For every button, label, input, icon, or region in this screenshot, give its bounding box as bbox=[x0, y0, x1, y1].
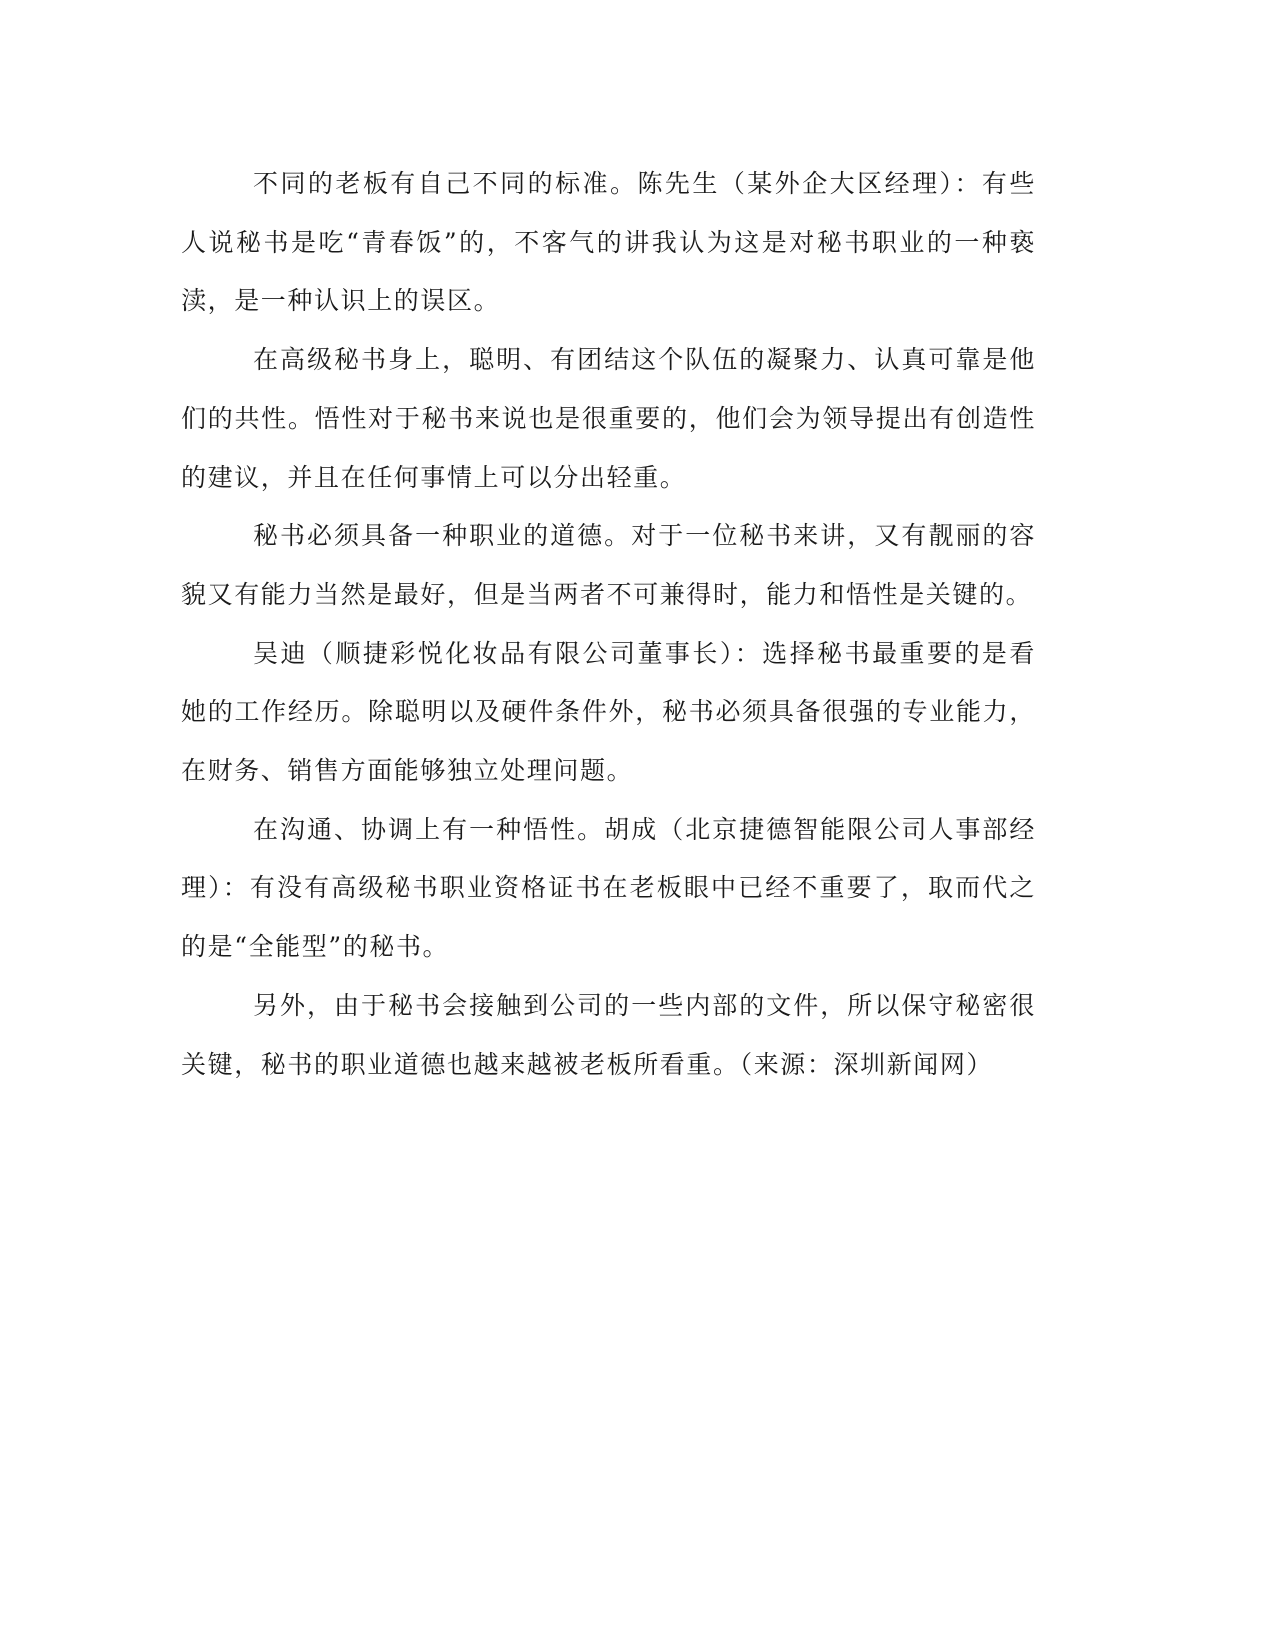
document-body bbox=[181, 155, 1036, 1094]
paragraph-professional-ethics: 秘书必须具备一种职业的道德。对于一位秘书来讲，又有靓丽的容貌又有能力当然是最好，但是当两者不可兼得时，能力和悟性是关键的。 bbox=[181, 521, 1036, 609]
paragraph-senior-secretary-traits: 在高级秘书身上，聪明、有团结这个队伍的凝聚力、认真可靠是他们的共性。悟性对于秘书来说也是很重要的，他们会为领导提出有创造性的建议，并且在任何事情上可以分出轻重。 bbox=[181, 345, 1036, 492]
paragraph-confidentiality: 另外，由于秘书会接触到公司的一些内部的文件，所以保守秘密很关键，秘书的职业道德也越来越被老板所看重。（来源：深圳新闻网） bbox=[181, 990, 1036, 1079]
paragraph-work-experience: 吴迪（顺捷彩悦化妆品有限公司董事长）：选择秘书最重要的是看她的工作经历。除聪明以及硬件条件外，秘书必须具备很强的专业能力，在财务、销售方面能够独立处理问题。 bbox=[181, 638, 1036, 786]
paragraph-boss-standards: 不同的老板有自己不同的标准。陈先生（某外企大区经理）：有些人说秘书是吃“青春饭”的，不客气的讲我认为这是对秘书职业的一种亵渎，是一种认识上的误区。 bbox=[181, 169, 1036, 316]
paragraph-communication: 在沟通、协调上有一种悟性。胡成（北京捷德智能限公司人事部经理）：有没有高级秘书职业资格证书在老板眼中已经不重要了，取而代之的是“全能型”的秘书。 bbox=[181, 814, 1036, 962]
